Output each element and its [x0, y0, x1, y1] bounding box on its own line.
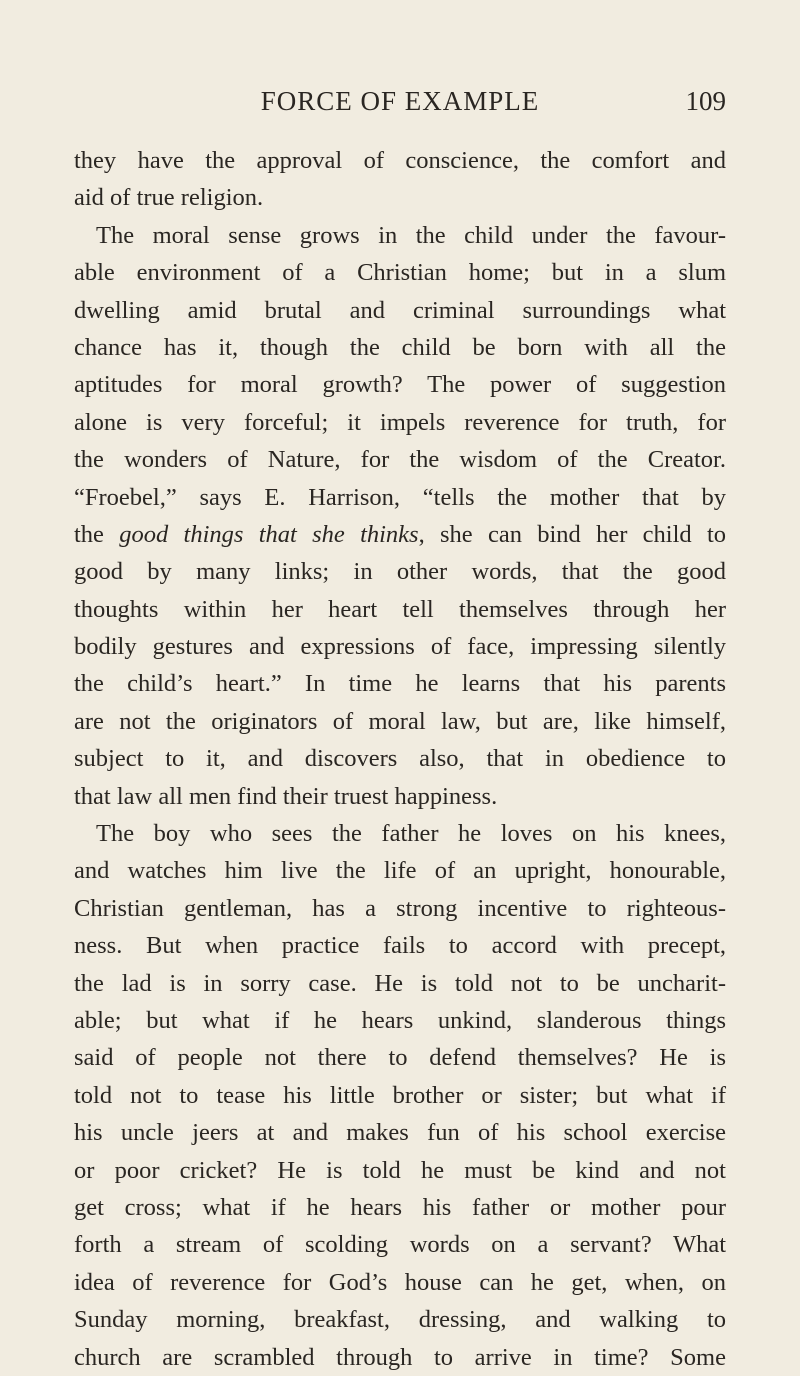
page-number: 109 — [685, 86, 726, 116]
text-line: able; but what if he hears unkind, slanderous things — [74, 1006, 726, 1034]
text-line: chance has it, though the child be born with all the — [74, 333, 726, 361]
text-line: the wonders of Nature, for the wisdom of the Creator. — [74, 446, 726, 474]
text-line: are not the originators of moral law, but are, like himself, — [74, 707, 726, 735]
text-line: dwelling amid brutal and criminal surroundings what — [74, 296, 726, 324]
text-line: Christian gentleman, has a strong incentive to righteous- — [74, 894, 726, 922]
text-line: that law all men find their truest happiness. — [74, 782, 498, 810]
text-fragment: the — [74, 520, 120, 548]
text-line: or poor cricket? He is told he must be kind and not — [74, 1156, 726, 1184]
text-line: bodily gestures and expressions of face, impressing silently — [74, 633, 726, 661]
text-line: aptitudes for moral growth? The power of suggestion — [74, 371, 726, 399]
running-title: FORCE OF EXAMPLE — [260, 86, 540, 116]
text-line: aid of true religion. — [74, 184, 264, 212]
text-line: The boy who sees the father he loves on his knees, — [96, 820, 726, 848]
text-line: “Froebel,” says E. Harrison, “tells the mother that by — [74, 483, 726, 511]
text-line: the child’s heart.” In time he learns that his parents — [74, 670, 726, 698]
text-line: idea of reverence for God’s house can he get, when, on — [74, 1268, 726, 1296]
text-line: his uncle jeers at and makes fun of his school exercise — [74, 1119, 726, 1147]
body-text — [74, 142, 726, 1376]
text-line: good by many links; in other words, that the good — [74, 558, 726, 586]
text-line: subject to it, and discovers also, that in obedience to — [74, 745, 726, 773]
text-line: Sunday morning, breakfast, dressing, and walking to — [74, 1306, 726, 1334]
text-line: forth a stream of scolding words on a servant? What — [74, 1231, 726, 1259]
text-line: said of people not there to defend themselves? He is — [74, 1044, 726, 1072]
text-line: church are scrambled through to arrive in time? Some — [74, 1343, 726, 1371]
text-line: ness. But when practice fails to accord with precept, — [74, 932, 726, 960]
text-line — [74, 516, 726, 553]
text-line: alone is very forceful; it impels reverence for truth, for — [74, 408, 726, 436]
text-line: the lad is in sorry case. He is told not to be uncharit- — [74, 969, 726, 997]
text-line: The moral sense grows in the child under the favour- — [96, 221, 726, 249]
text-line: and watches him live the life of an upright, honourable, — [74, 857, 726, 885]
text-line: they have the approval of conscience, the comfort and — [74, 147, 726, 174]
running-head — [74, 86, 726, 126]
text-fragment: , she can bind her child to — [418, 520, 726, 548]
italic-phrase: good things that she thinks — [119, 520, 419, 548]
text-line: able environment of a Christian home; but in a slum — [74, 259, 726, 287]
text-line: get cross; what if he hears his father or mother pour — [74, 1193, 726, 1221]
text-line: told not to tease his little brother or sister; but what if — [74, 1081, 726, 1109]
text-line: thoughts within her heart tell themselves through her — [74, 595, 726, 623]
